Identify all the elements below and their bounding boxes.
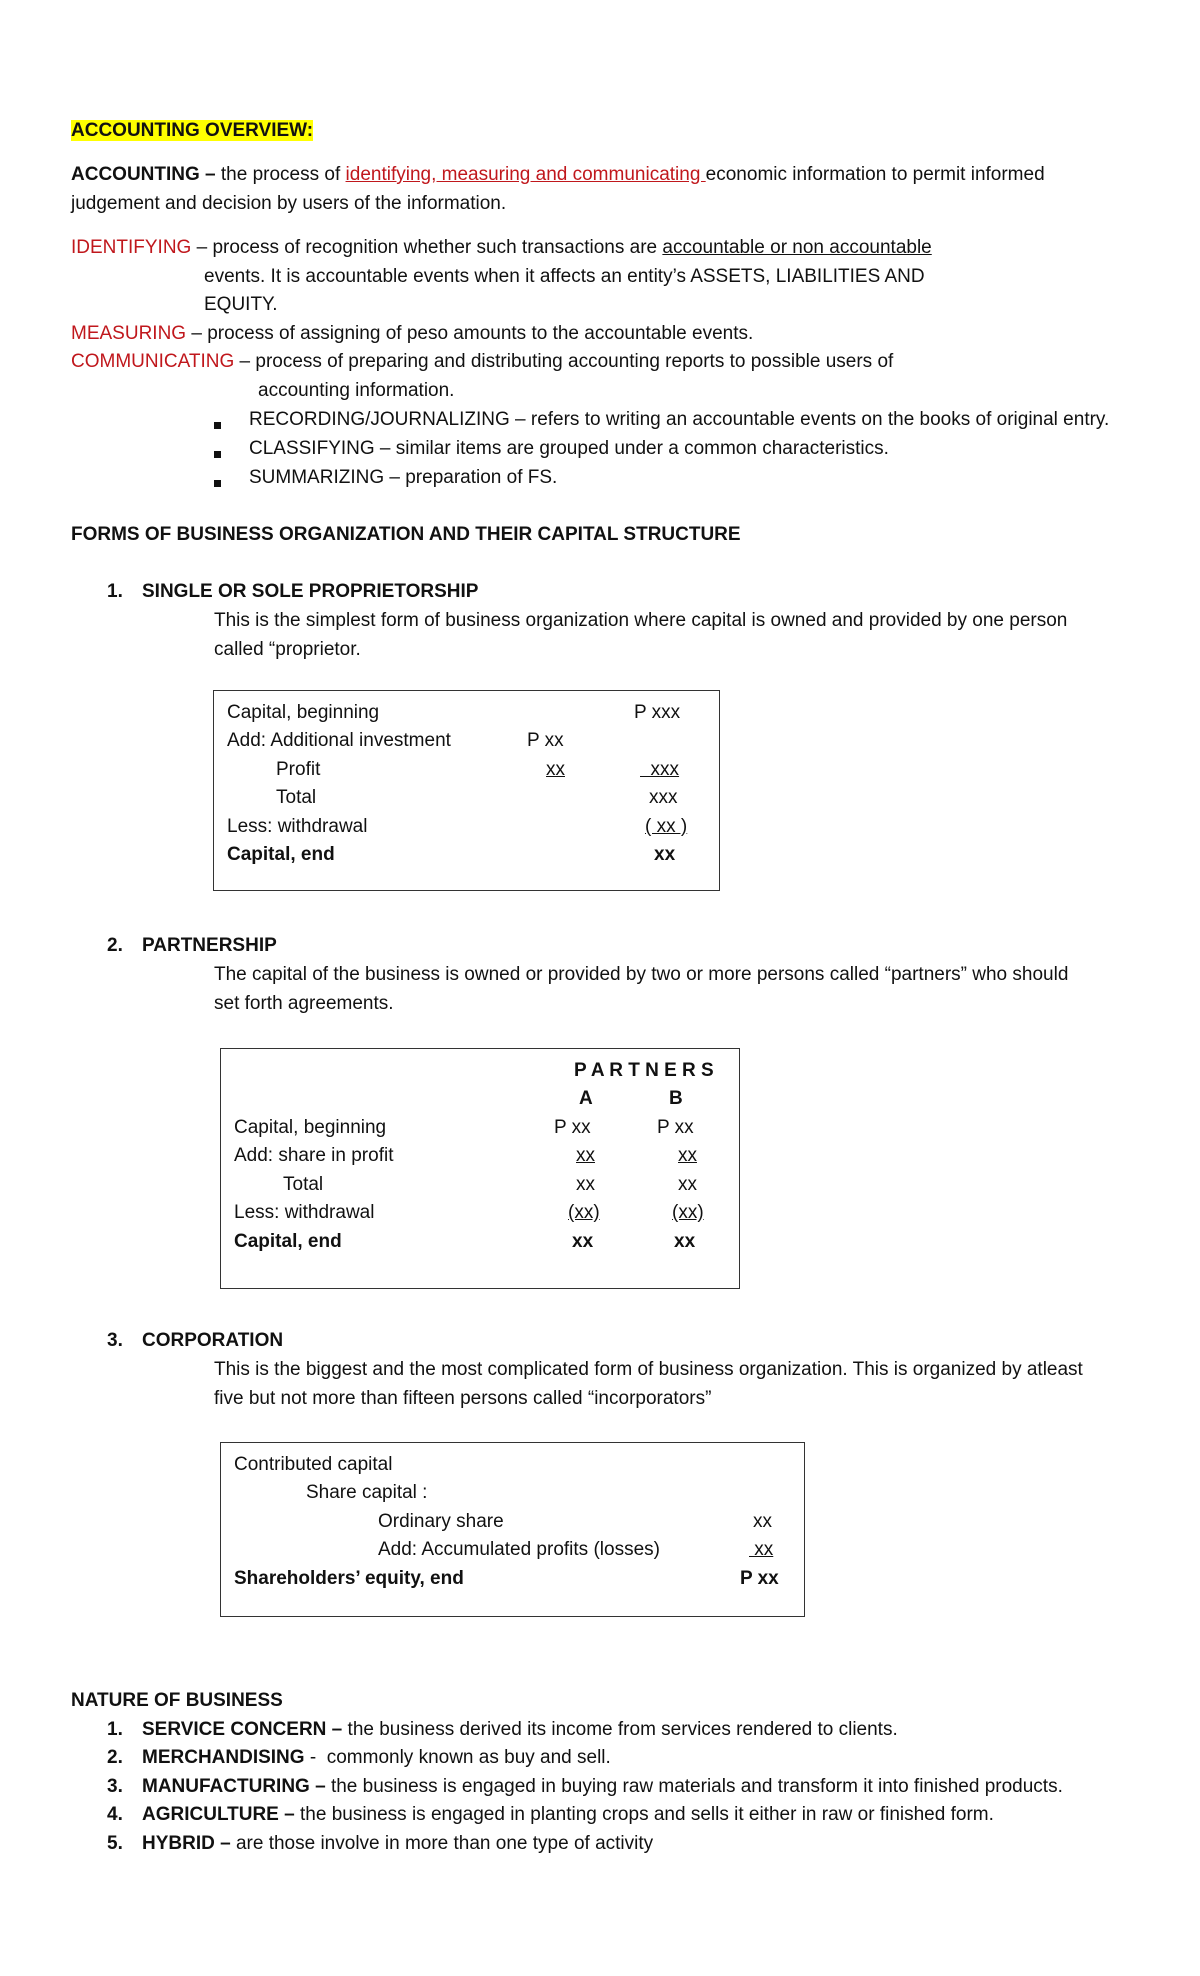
nature-item: SERVICE CONCERN – the business derived its income from services rendered to clients. xyxy=(142,1719,898,1740)
table-value: xx xyxy=(576,1174,595,1195)
corporation-equity-table xyxy=(220,1442,805,1617)
corporation-title: CORPORATION xyxy=(142,1330,284,1351)
table-value: xxx xyxy=(640,759,680,780)
partnership-description: The capital of the business is owned or provided by two or more persons called “partners” who should xyxy=(214,964,1069,985)
table-value: (xx) xyxy=(672,1202,704,1223)
table-value: xx xyxy=(749,1539,774,1560)
bullet-icon xyxy=(214,414,221,433)
table-value: xx xyxy=(572,1231,594,1252)
column-header-a: A xyxy=(579,1088,593,1109)
nature-title: NATURE OF BUSINESS xyxy=(71,1690,283,1711)
nature-item: MANUFACTURING – the business is engaged in buying raw materials and transform it into finished products. xyxy=(142,1776,1063,1797)
partnership-capital-table xyxy=(220,1048,740,1289)
table-value: xxx xyxy=(649,787,678,808)
table-value: P xx xyxy=(740,1568,779,1589)
identifying-definition: IDENTIFYING – process of recognition whether such transactions are accountable or non accountable xyxy=(71,237,932,258)
corporation-description-line2: five but not more than fifteen persons called “incorporators” xyxy=(214,1388,712,1409)
table-value: xx xyxy=(674,1231,696,1252)
nature-number: 1. xyxy=(107,1719,123,1740)
column-header-b: B xyxy=(669,1088,683,1109)
partnership-title: PARTNERSHIP xyxy=(142,935,277,956)
table-label: Capital, beginning xyxy=(234,1117,387,1138)
table-label: Total xyxy=(276,787,317,808)
table-label: Add: Additional investment xyxy=(227,730,451,751)
table-value: xx xyxy=(654,844,676,865)
bullet-item: RECORDING/JOURNALIZING – refers to writing an accountable events on the books of original entry. xyxy=(249,409,1110,430)
table-value: P xx xyxy=(554,1117,591,1138)
identifying-line2: events. It is accountable events when it affects an entity’s ASSETS, LIABILITIES AND xyxy=(204,266,925,287)
table-value: xx xyxy=(678,1145,697,1166)
nature-item: AGRICULTURE – the business is engaged in planting crops and sells it either in raw or finished form. xyxy=(142,1804,994,1825)
sole-capital-table xyxy=(213,690,720,891)
table-value: ( xx ) xyxy=(645,816,688,837)
nature-item: MERCHANDISING - commonly known as buy and sell. xyxy=(142,1747,611,1768)
nature-number: 4. xyxy=(107,1804,123,1825)
bullet-icon xyxy=(214,472,221,491)
identifying-line3: EQUITY. xyxy=(204,294,278,315)
table-label: Capital, beginning xyxy=(227,702,380,723)
corporation-description: This is the biggest and the most complicated form of business organization. This is organized by atleast xyxy=(214,1359,1083,1380)
table-label: Share capital : xyxy=(306,1482,428,1503)
table-label: Total xyxy=(283,1174,324,1195)
table-value: xx xyxy=(753,1511,772,1532)
table-value: P xx xyxy=(657,1117,694,1138)
table-label: Capital, end xyxy=(234,1231,342,1252)
sole-title: SINGLE OR SOLE PROPRIETORSHIP xyxy=(142,581,479,602)
table-value: xx xyxy=(678,1174,697,1195)
nature-number: 3. xyxy=(107,1776,123,1797)
sole-description: This is the simplest form of business organization where capital is owned and provided by one person xyxy=(214,610,1068,631)
nature-item: HYBRID – are those involve in more than one type of activity xyxy=(142,1833,654,1854)
table-label: Ordinary share xyxy=(378,1511,504,1532)
table-value: xx xyxy=(576,1145,595,1166)
table-label: Profit xyxy=(276,759,321,780)
corporation-number: 3. xyxy=(107,1330,123,1351)
measuring-definition: MEASURING – process of assigning of peso amounts to the accountable events. xyxy=(71,323,754,344)
partners-header: P A R T N E R S xyxy=(574,1060,714,1081)
nature-number: 2. xyxy=(107,1747,123,1768)
sole-description-line2: called “proprietor. xyxy=(214,639,361,660)
forms-title: FORMS OF BUSINESS ORGANIZATION AND THEIR CAPITAL STRUCTURE xyxy=(71,524,741,545)
accounting-definition: ACCOUNTING – the process of identifying, measuring and communicating economic information to permit informed xyxy=(71,164,1045,185)
table-label: Less: withdrawal xyxy=(234,1202,375,1223)
table-label: Add: share in profit xyxy=(234,1145,394,1166)
partnership-number: 2. xyxy=(107,935,123,956)
table-label: Add: Accumulated profits (losses) xyxy=(378,1539,660,1560)
overview-title: ACCOUNTING OVERVIEW: xyxy=(71,120,314,141)
table-value: P xx xyxy=(527,730,564,751)
bullet-item: SUMMARIZING – preparation of FS. xyxy=(249,467,558,488)
table-value: P xxx xyxy=(634,702,681,723)
table-label: Less: withdrawal xyxy=(227,816,368,837)
accounting-definition-line2: judgement and decision by users of the information. xyxy=(71,193,507,214)
bullet-icon xyxy=(214,443,221,462)
table-value: (xx) xyxy=(568,1202,600,1223)
table-label: Shareholders’ equity, end xyxy=(234,1568,464,1589)
communicating-line2: accounting information. xyxy=(258,380,455,401)
bullet-item: CLASSIFYING – similar items are grouped under a common characteristics. xyxy=(249,438,889,459)
table-label: Capital, end xyxy=(227,844,335,865)
table-value: xx xyxy=(546,759,565,780)
nature-number: 5. xyxy=(107,1833,123,1854)
table-label: Contributed capital xyxy=(234,1454,393,1475)
sole-number: 1. xyxy=(107,581,123,602)
partnership-description-line2: set forth agreements. xyxy=(214,993,394,1014)
communicating-definition: COMMUNICATING – process of preparing and distributing accounting reports to possible users of xyxy=(71,351,894,372)
